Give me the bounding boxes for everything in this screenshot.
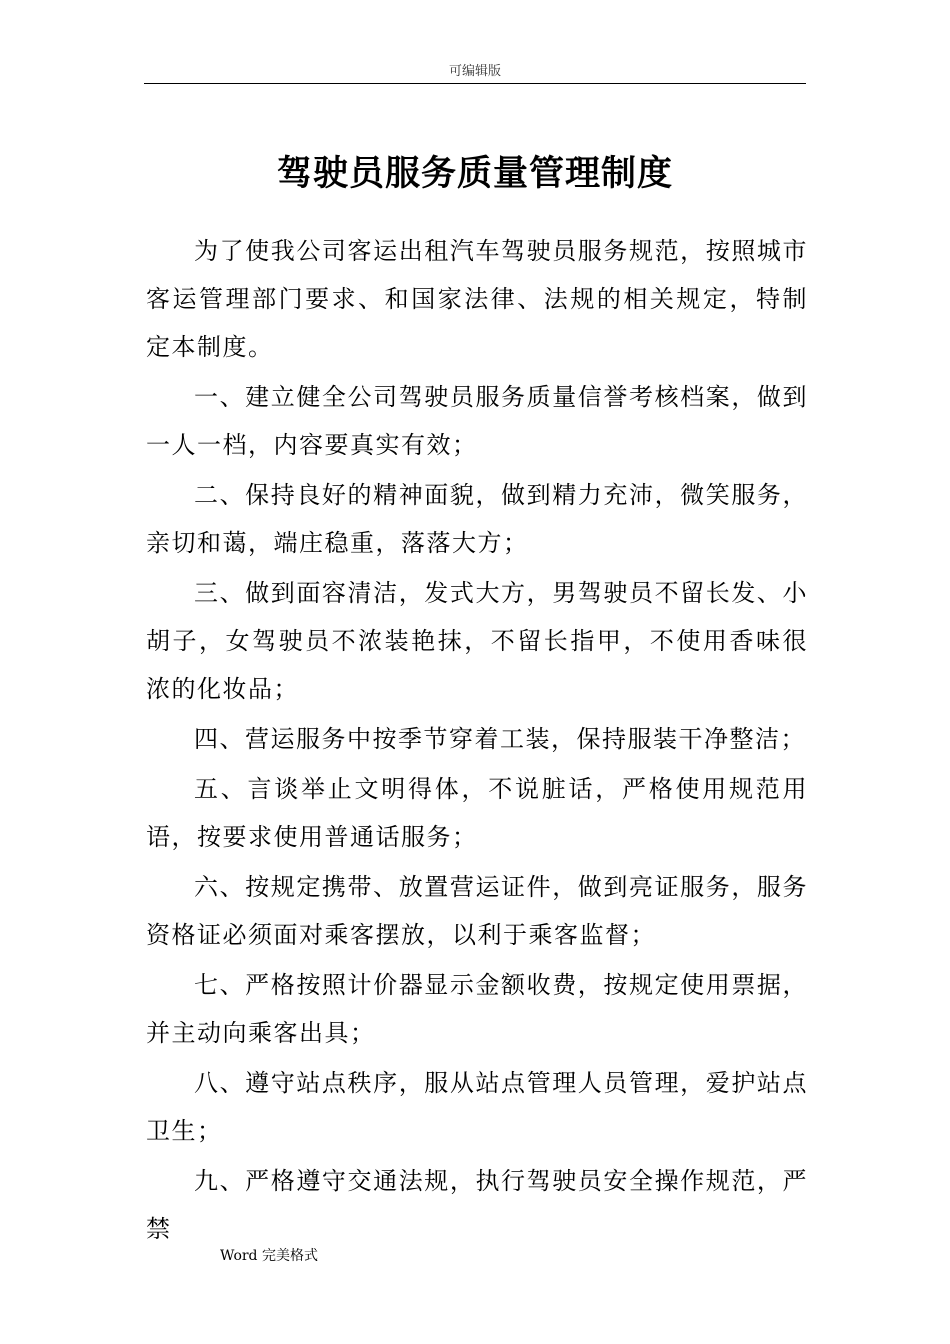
paragraph-item-1: 一、建立健全公司驾驶员服务质量信誉考核档案，做到一人一档，内容要真实有效；	[146, 383, 808, 459]
paragraph-item-5: 五、言谈举止文明得体，不说脏话，严格使用规范用语，按要求使用普通话服务；	[146, 775, 808, 851]
paragraph-item-6: 六、按规定携带、放置营运证件，做到亮证服务，服务资格证必须面对乘客摆放，以利于乘客监督；	[146, 873, 808, 949]
paragraph-item-2: 二、保持良好的精神面貌，做到精力充沛，微笑服务，亲切和蔼，端庄稳重，落落大方；	[146, 481, 808, 557]
document-body	[146, 227, 808, 1255]
header-divider	[144, 83, 806, 84]
paragraph-item-3: 三、做到面容清洁，发式大方，男驾驶员不留长发、小胡子，女驾驶员不浓装艳抹，不留长指甲，不使用香味很浓的化妆品；	[146, 579, 808, 703]
paragraph-item-9: 九、严格遵守交通法规，执行驾驶员安全操作规范，严禁	[146, 1167, 808, 1243]
paragraph-item-7: 七、严格按照计价器显示金额收费，按规定使用票据，并主动向乘客出具；	[146, 971, 808, 1047]
paragraph-intro: 为了使我公司客运出租汽车驾驶员服务规范，按照城市客运管理部门要求、和国家法律、法规的相关规定，特制定本制度。	[146, 237, 808, 361]
page-header: 可编辑版	[448, 64, 501, 79]
paragraph-item-8: 八、遵守站点秩序，服从站点管理人员管理，爱护站点卫生；	[146, 1069, 808, 1145]
document-title: 驾驶员服务质量管理制度	[276, 153, 673, 194]
paragraph-item-4: 四、营运服务中按季节穿着工装，保持服装干净整洁；	[194, 725, 806, 753]
page-footer: Word 完美格式	[220, 1248, 318, 1264]
